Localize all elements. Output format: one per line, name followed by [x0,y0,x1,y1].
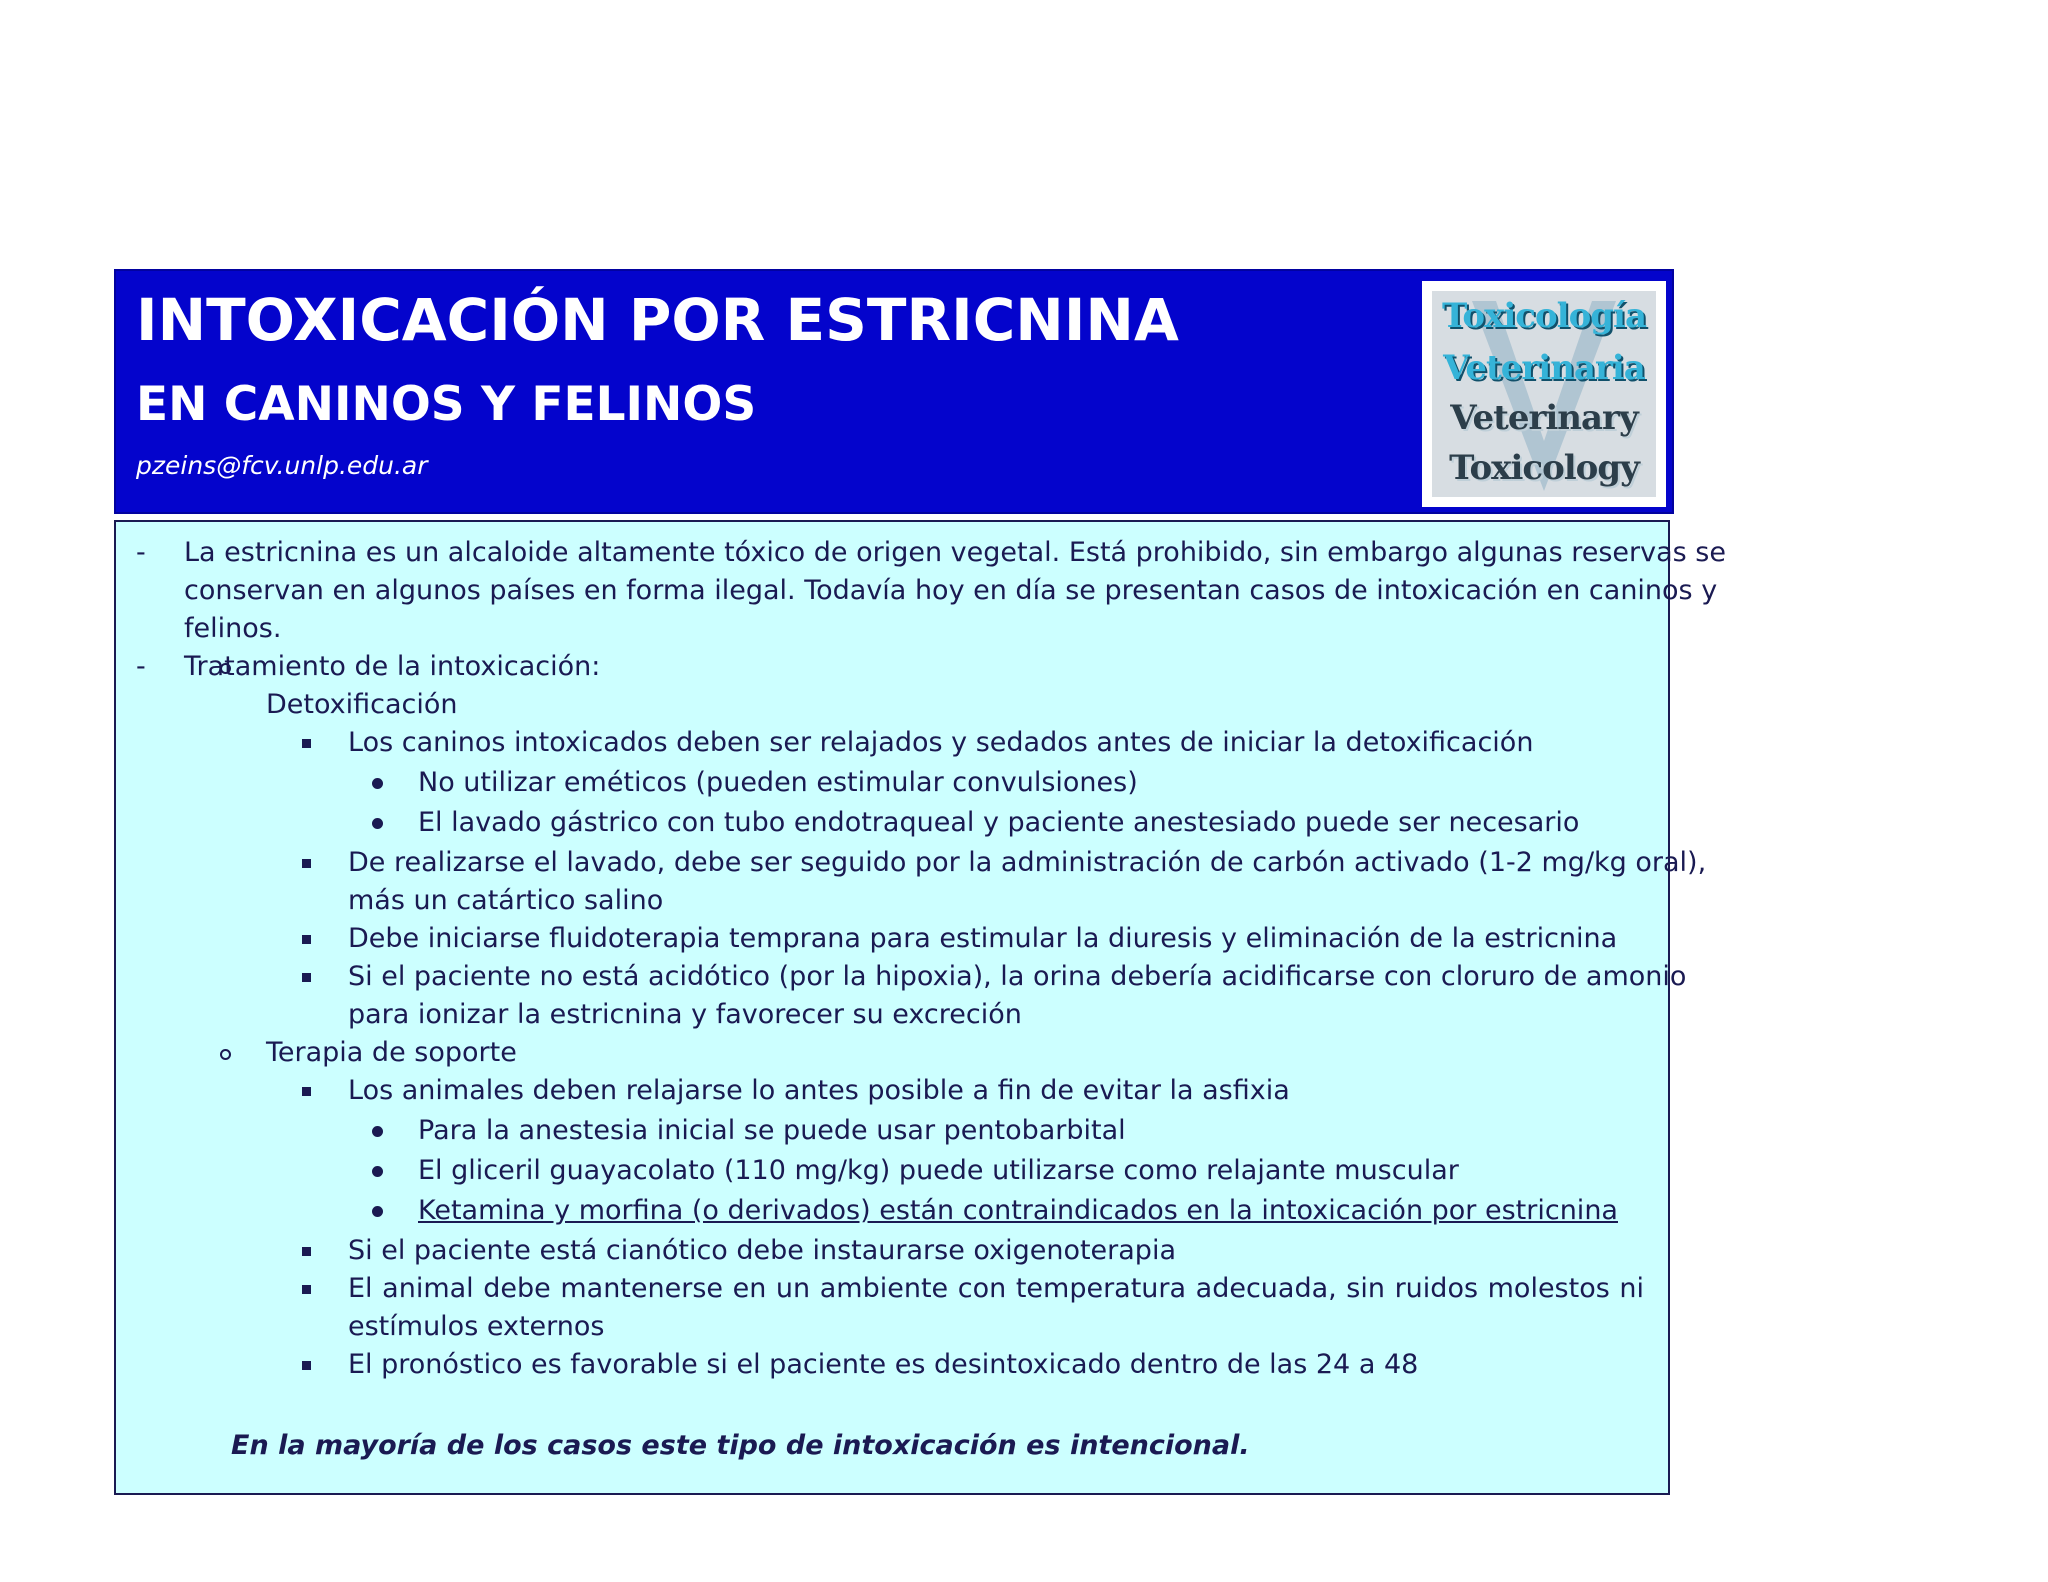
dot-bullet-icon [372,1206,383,1217]
logo-line-1: Toxicología [1442,296,1646,336]
detox-item-4-line-1: Si el paciente no está acidótico (por la hipoxia), la orina debería acidificarse con cloruro de amonio [348,961,1687,992]
support-item-2: Si el paciente está cianótico debe instaurarse oxigenoterapia [348,1235,1176,1266]
detox-item-2-line-1: De realizarse el lavado, debe ser seguido por la administración de carbón activado (1-2 mg/kg oral), [348,847,1707,878]
toxicology-logo [1422,281,1666,507]
intro-line-3: felinos. [184,613,282,644]
support-item-1-sub-2: El gliceril guayacolato (110 mg/kg) puede utilizarse como relajante muscular [418,1155,1459,1186]
square-bullet-icon [302,739,311,748]
square-bullet-icon [302,973,311,982]
detox-item-3: Debe iniciarse fluidoterapia temprana para estimular la diuresis y eliminación de la estricnina [348,923,1618,954]
dot-bullet-icon [372,1126,383,1137]
support-item-1-sub-1: Para la anestesia inicial se puede usar pentobarbital [418,1115,1126,1146]
dot-bullet-icon [372,778,383,789]
dash-bullet: - [136,651,146,682]
logo-line-3: Veterinary [1450,398,1638,438]
logo-line-2: Veterinaria [1443,348,1645,388]
square-bullet-icon [302,1361,311,1370]
page-subtitle: EN CANINOS Y FELINOS [136,377,757,432]
dot-bullet-icon [372,1166,383,1177]
logo-panel [1432,291,1656,497]
support-item-1: Los animales deben relajarse lo antes posible a fin de evitar la asfixia [348,1075,1290,1106]
content-box [114,520,1726,1495]
page-title: INTOXICACIÓN POR ESTRICNINA [136,286,1179,354]
square-bullet-icon [302,1087,311,1096]
square-bullet-icon [302,859,311,868]
support-item-1-sub-3: Ketamina y morfina (o derivados) están contraindicados en la intoxicación por estricnina [418,1195,1618,1226]
dot-bullet-icon [372,818,383,829]
support-label: Terapia de soporte [266,1037,517,1068]
intro-line-2: conservan en algunos países en forma ilegal. Todavía hoy en día se presentan casos de intoxicación en caninos y [184,575,1718,606]
dash-bullet: - [136,537,146,568]
circle-bullet-icon [220,1049,231,1060]
author-email: pzeins@fcv.unlp.edu.ar [136,451,428,480]
intro-line-1: La estricnina es un alcaloide altamente tóxico de origen vegetal. Está prohibido, sin embargo algunas reservas se [184,537,1726,568]
detox-item-2-line-2: más un catártico salino [348,885,664,916]
header-banner [114,269,1674,514]
detox-item-1-sub-2: El lavado gástrico con tubo endotraqueal y paciente anestesiado puede ser necesario [418,807,1580,838]
support-item-3-line-1: El animal debe mantenerse en un ambiente con temperatura adecuada, sin ruidos molestos ni [348,1273,1644,1304]
detox-item-1: Los caninos intoxicados deben ser relajados y sedados antes de iniciar la detoxificación [348,727,1534,758]
detox-item-4-line-2: para ionizar la estricnina y favorecer su excreción [348,999,1022,1030]
square-bullet-icon [302,1247,311,1256]
square-bullet-icon [302,1285,311,1294]
detox-item-1-sub-1: No utilizar eméticos (pueden estimular convulsiones) [418,767,1138,798]
logo-line-4: Toxicology [1449,448,1639,488]
support-item-3-line-2: estímulos externos [348,1311,605,1342]
circle-bullet-icon [220,663,231,674]
closing-note: En la mayoría de los casos este tipo de intoxicación es intencional. [231,1430,1250,1461]
detox-label: Detoxificación [266,689,458,720]
square-bullet-icon [302,935,311,944]
support-item-4: El pronóstico es favorable si el paciente es desintoxicado dentro de las 24 a 48 [348,1349,1419,1380]
treatment-heading: Tratamiento de la intoxicación: [184,651,601,682]
